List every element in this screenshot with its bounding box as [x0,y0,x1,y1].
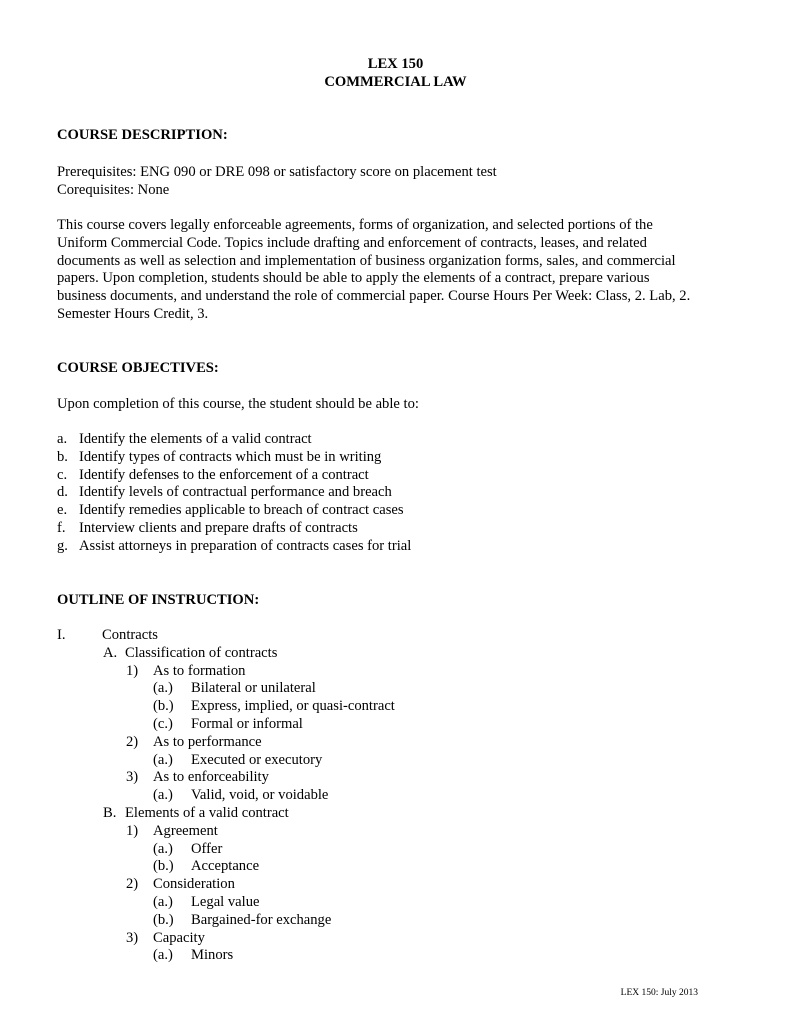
objective-item [57,449,701,467]
objective-text: Interview clients and prepare drafts of contracts [79,519,358,536]
objective-item [57,538,701,556]
description-line: business documents, and understand the role of commercial paper. Course Hours Per Week: Class, 2. Lab, 2. [57,288,691,305]
objective-marker: d. [57,484,68,501]
outline-text: Valid, void, or voidable [191,787,329,804]
outline-marker: (b.) [153,698,174,715]
outline-text: Bargained-for exchange [191,911,332,928]
outline-marker: (c.) [153,715,173,732]
objective-item [57,431,701,449]
description-line: This course covers legally enforceable agreements, forms of organization, and selected portions of the [57,217,653,233]
outline-marker: (a.) [153,787,173,804]
outline-marker: A. [103,644,118,661]
outline-marker: 3) [126,769,139,786]
objective-marker: a. [57,431,68,447]
outline-text: Agreement [153,822,218,839]
outline-marker: (a.) [153,947,173,964]
outline-marker: (b.) [153,911,174,928]
outline-marker: (a.) [153,751,173,768]
objective-text: Identify types of contracts which must be in writing [79,448,382,465]
objective-item [57,520,701,538]
objective-marker: e. [57,502,68,519]
outline-text: As to enforceability [153,769,269,786]
objective-text: Identify levels of contractual performance and breach [79,484,392,501]
outline-text: Acceptance [191,858,260,875]
course-code: LEX 150 [367,56,424,72]
description-line: Uniform Commercial Code. Topics include drafting and enforcement of contracts, leases, and related [57,234,647,251]
course-title: COMMERCIAL LAW [324,74,467,90]
corequisites: Corequisites: None [57,182,170,198]
outline-text: Executed or executory [191,751,323,768]
outline-text: Capacity [153,929,205,946]
outline-marker: I. [57,627,66,643]
objectives-intro: Upon completion of this course, the student should be able to: [57,396,419,412]
description-heading: COURSE DESCRIPTION: [57,127,228,143]
objectives-heading: COURSE OBJECTIVES: [57,360,219,376]
outline-marker: 2) [126,733,139,750]
outline-text: Classification of contracts [125,644,278,661]
outline-text: Contracts [102,627,158,643]
outline-marker: 2) [126,876,139,893]
page-footer: LEX 150: July 2013 [620,988,698,998]
outline-text: Bilateral or unilateral [191,680,316,697]
objective-marker: c. [57,466,68,483]
objective-marker: b. [57,448,68,465]
outline-text: Minors [191,947,234,964]
objective-marker: f. [57,519,66,536]
description-line: documents as well as selection and implementation of business organization forms, sales, and commercial [57,252,676,269]
objective-text: Identify remedies applicable to breach of contract cases [79,502,404,519]
outline-text: As to formation [153,662,246,679]
prerequisites: Prerequisites: ENG 090 or DRE 098 or satisfactory score on placement test [57,164,497,180]
outline-marker: (a.) [153,893,173,910]
objective-text: Assist attorneys in preparation of contracts cases for trial [79,537,412,554]
outline-marker: B. [103,804,117,821]
objective-item [57,502,701,520]
objective-text: Identify the elements of a valid contract [79,431,312,447]
objective-text: Identify defenses to the enforcement of a contract [79,466,369,483]
outline-marker: 3) [126,929,139,946]
description-line: Semester Hours Credit, 3. [57,305,209,322]
outline-text: Elements of a valid contract [125,804,289,821]
outline-text: Legal value [191,893,260,910]
objectives-list [57,431,701,556]
outline-text: Express, implied, or quasi-contract [191,698,395,715]
description-paragraph [57,217,701,324]
objective-marker: g. [57,537,68,554]
outline-text: Offer [191,840,223,857]
outline-marker: (a.) [153,840,173,857]
outline-text: Formal or informal [191,715,303,732]
outline-marker: (a.) [153,680,173,697]
outline-heading: OUTLINE OF INSTRUCTION: [57,592,260,608]
outline-text: As to performance [153,733,262,750]
outline-marker: 1) [126,662,139,679]
outline-marker: (b.) [153,858,174,875]
objective-item [57,484,701,502]
outline-text: Consideration [153,876,235,893]
description-line: papers. Upon completion, students should be able to apply the elements of a contract, prepare various [57,270,650,287]
outline-marker: 1) [126,822,139,839]
objective-item [57,467,701,485]
